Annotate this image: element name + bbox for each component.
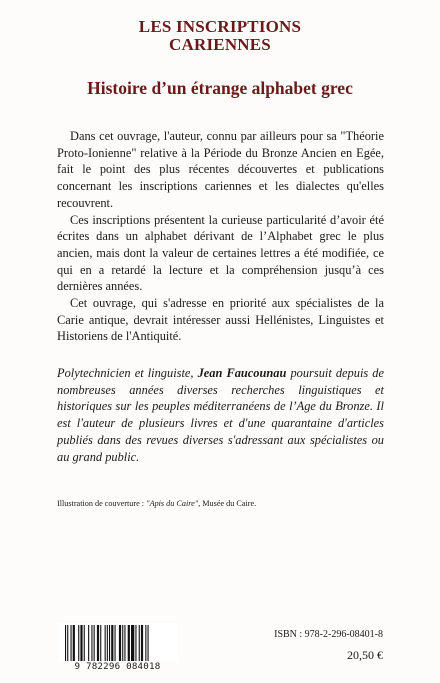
barcode-bar: [111, 625, 113, 661]
author-intro: Polytechnicien et linguiste,: [57, 366, 198, 380]
barcode-bar: [67, 625, 68, 661]
author-bio-text: poursuit depuis de nombreuses années diverses recherches linguistiques et historiques sur les peuples méditerranéens de l’Age du Bronze. Il est l'auteur de plusieurs livres et d'une quarantaine d'articles publiés dans des revues diverses s'adressant aux spécialistes ou au grand public.: [57, 366, 384, 464]
barcode-bar: [122, 625, 123, 661]
author-biography: [57, 365, 384, 465]
title-line-2: CARIENNES: [169, 35, 271, 54]
credit-place: , Musée du Caire.: [198, 499, 257, 508]
title-line-1: LES INSCRIPTIONS: [138, 17, 302, 36]
barcode-bar: [131, 625, 134, 661]
abstract-paragraph-1: Dans cet ouvrage, l'auteur, connu par ailleurs pour sa "Théorie Proto-Ionienne" relative à la Période du Bronze Ancien en Egée, fait le point des plus récentes découvertes et publications concernant les inscriptions cariennes et les dialectes qu'elles recouvrent.: [57, 129, 384, 210]
barcode-bar: [119, 625, 121, 661]
barcode-bar: [135, 625, 136, 661]
barcode-bar: [109, 625, 110, 661]
barcode-bar: [105, 625, 106, 661]
abstract-paragraph-2: Ces inscriptions présentent la curieuse particularité d’avoir été écrites dans un alphabet dérivant de l’Alphabet grec le plus ancien, mais dont la valeur de certaines lettres a été modifiée, ce qui en a retardé la lecture et la compréhension jusqu’à ces dernières années.: [57, 212, 384, 294]
abstract-paragraph-3: Cet ouvrage, qui s'adresse en priorité aux spécialistes de la Carie antique, devrait intéresser aussi Hellénistes, Linguistes et Historiens de l'Antiquité.: [57, 296, 384, 344]
barcode-bar: [78, 625, 79, 661]
book-subtitle: Histoire d’un étrange alphabet grec: [87, 78, 353, 98]
barcode-bar: [115, 625, 116, 661]
book-abstract: [57, 128, 384, 345]
isbn-number: ISBN : 978-2-296-08401-8: [274, 629, 383, 640]
credit-work-title: "Apis du Caire": [146, 499, 199, 508]
barcode-bar: [148, 625, 149, 661]
barcode-bar: [84, 625, 85, 661]
barcode-bar: [94, 625, 95, 661]
barcode-bar: [97, 625, 99, 661]
author-name: Jean Faucounau: [197, 366, 287, 380]
barcode-bar: [128, 625, 130, 661]
barcode-bar: [107, 625, 108, 661]
barcode-digits: 9 782296 084018: [74, 661, 161, 672]
barcode-bar: [71, 625, 72, 661]
book-price: 20,50 €: [347, 648, 383, 662]
barcode-bar: [65, 625, 66, 661]
barcode-bar: [139, 625, 140, 661]
barcode-bar: [145, 625, 146, 661]
book-title: [0, 18, 440, 54]
barcode-bars: [65, 625, 170, 661]
barcode-bar: [73, 625, 75, 661]
barcode: [58, 623, 177, 672]
barcode-bar: [141, 625, 143, 661]
illustration-credit: [57, 499, 256, 509]
credit-label: Illustration de couverture :: [57, 499, 147, 508]
barcode-bar: [124, 625, 125, 661]
barcode-bar: [88, 625, 89, 661]
barcode-bar: [80, 625, 82, 661]
barcode-bar: [91, 625, 92, 661]
barcode-bar: [100, 625, 101, 661]
author-bio-paragraph: [57, 365, 384, 465]
